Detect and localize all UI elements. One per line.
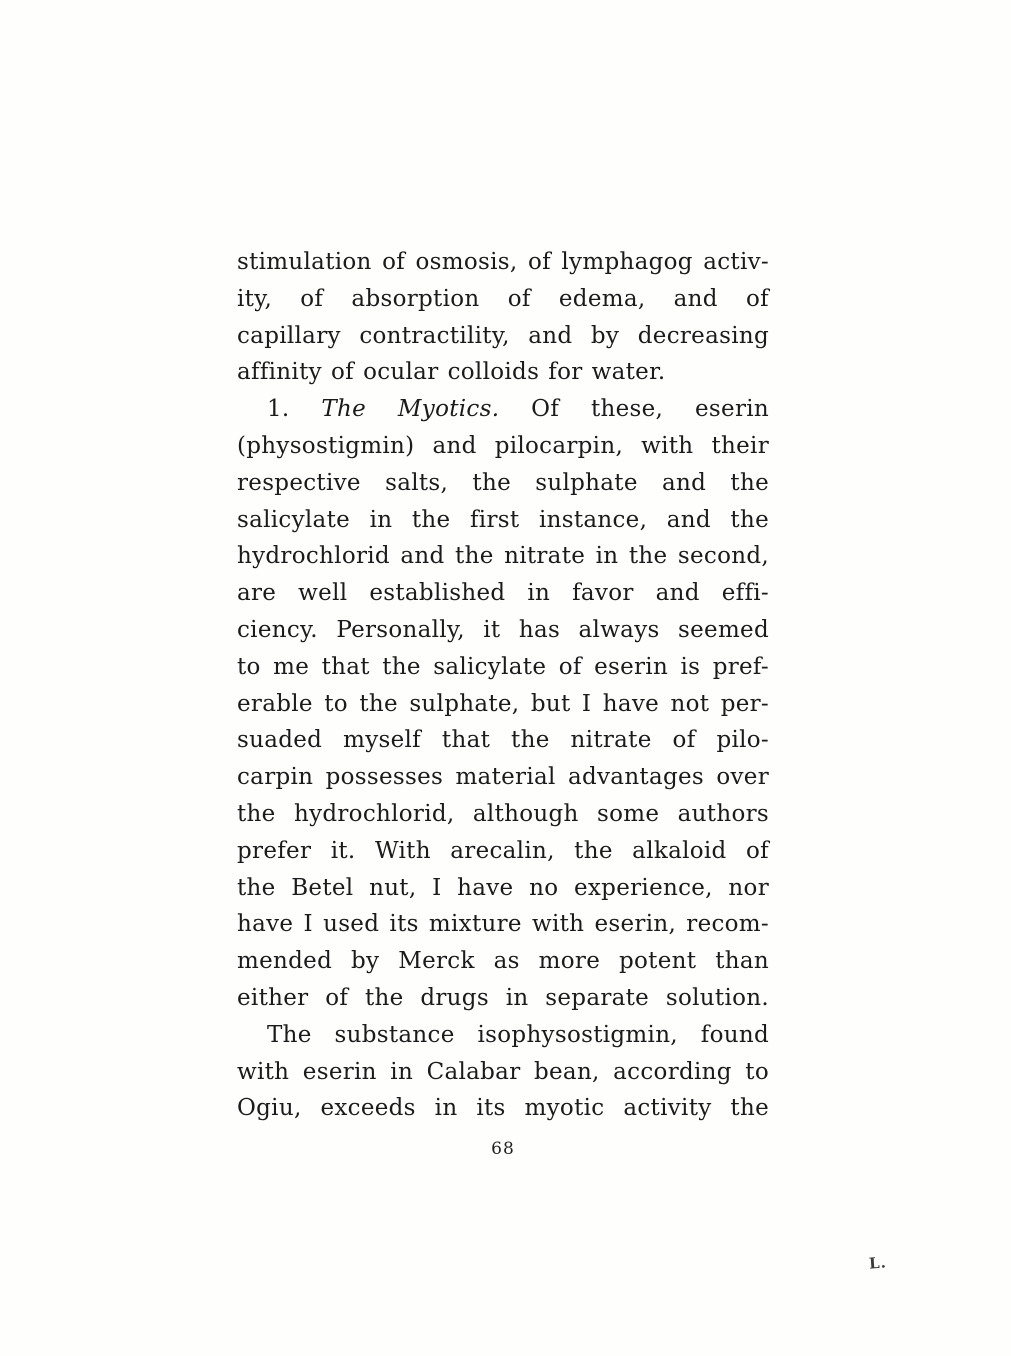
text-line: either of the drugs in separate solution. [237,984,769,1011]
text-line: the Betel nut, I have no experience, nor [237,874,769,901]
text-line: affinity of ocular colloids for water. [237,359,666,386]
text-block [237,244,769,1127]
paragraph [237,391,769,1017]
page-number: 68 [491,1139,515,1159]
text-line: The substance isophysostigmin, found [267,1021,769,1048]
text-line: the hydrochlorid, although some authors [237,800,769,827]
text-line: ciency. Personally, it has always seemed [237,616,769,643]
text-line: mended by Merck as more potent than [237,948,769,975]
text-line: Ogiu, exceeds in its myotic activity the [237,1095,769,1122]
text-line: with eserin in Calabar bean, according to [237,1058,769,1085]
plain-text: Of these, eserin [499,396,770,423]
paragraph [237,244,769,391]
text-line: (physostigmin) and pilocarpin, with their [237,432,769,459]
text-line: are well established in favor and effi- [237,580,769,607]
text-line: prefer it. With arecalin, the alkaloid of [237,837,769,864]
paragraph [237,1017,769,1127]
text-line: stimulation of osmosis, of lymphagog activ- [237,249,769,275]
text-line: ity, of absorption of edema, and of [237,285,769,312]
text-line: respective salts, the sulphate and the [237,469,769,496]
italic-text: The Myotics. [321,396,500,423]
text-line: hydrochlorid and the nitrate in the second, [237,543,769,570]
margin-mark: L. [868,1253,888,1273]
text-line: erable to the sulphate, but I have not per- [237,690,769,717]
text-line: carpin possesses material advantages over [237,764,769,791]
text-line: have I used its mixture with eserin, recom- [237,911,769,938]
text-line: to me that the salicylate of eserin is pref- [237,653,769,680]
text-line: suaded myself that the nitrate of pilo- [237,727,769,754]
text-line: capillary contractility, and by decreasing [237,322,769,349]
text-line: salicylate in the first instance, and the [237,506,769,533]
text-line [237,391,769,428]
plain-text: 1. [267,396,322,423]
